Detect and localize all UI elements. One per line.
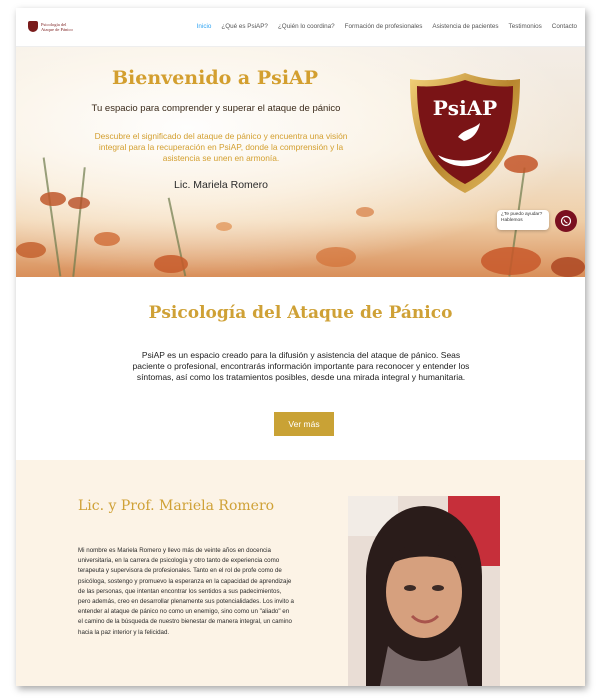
flower-stem bbox=[43, 157, 61, 276]
bio-section bbox=[16, 460, 585, 686]
ver-mas-button[interactable]: Ver más bbox=[274, 412, 334, 436]
flower-decoration bbox=[16, 242, 46, 258]
nav-item-asistencia[interactable]: Asistencia de pacientes bbox=[432, 23, 499, 30]
flower-decoration bbox=[356, 207, 374, 217]
hero-description: Descubre el significado del ataque de pánico y encuentra una visión integral para la recuperación en PsiAP, donde la comprensión y la asistencia se unen en armonía. bbox=[94, 131, 348, 163]
intro-section bbox=[16, 278, 585, 453]
flower-decoration bbox=[316, 247, 356, 267]
hero-title: Bienvenido a PsiAP bbox=[112, 67, 319, 89]
profile-photo bbox=[348, 496, 500, 686]
whatsapp-icon bbox=[560, 215, 572, 227]
flower-decoration bbox=[94, 232, 120, 246]
logo-shield-icon bbox=[28, 21, 38, 32]
chat-line-2: Hablemos bbox=[501, 218, 523, 223]
flower-decoration bbox=[481, 247, 541, 275]
chat-line-1: ¿Te puedo ayudar? bbox=[501, 212, 543, 217]
main-nav bbox=[197, 23, 577, 30]
hero-author: Lic. Mariela Romero bbox=[174, 179, 268, 191]
logo-text: Psicología del Ataque de Pánico bbox=[41, 21, 73, 32]
nav-item-testimonios[interactable]: Testimonios bbox=[508, 23, 542, 30]
site-header bbox=[16, 8, 585, 47]
nav-item-inicio[interactable]: Inicio bbox=[196, 23, 212, 30]
nav-item-que-es[interactable]: ¿Qué es PsiAP? bbox=[221, 23, 268, 30]
nav-item-formacion[interactable]: Formación de profesionales bbox=[344, 23, 423, 30]
hero-subtitle: Tu espacio para comprender y superar el ataque de pánico bbox=[91, 103, 341, 114]
intro-text: PsiAP es un espacio creado para la difusión y asistencia del ataque de pánico. Seas paciente o profesional, encontrarás información importante para reconocer y entender los síntomas, así como los tratamientos posibles, desde una mirada integral y humanitaria. bbox=[132, 350, 470, 382]
bio-title: Lic. y Prof. Mariela Romero bbox=[78, 498, 275, 514]
flower-decoration bbox=[216, 222, 232, 231]
bio-text: Mi nombre es Mariela Romero y llevo más de veinte años en docencia universitaria, en la carrera de psicología y otro tanto de experiencia como terapeuta y supervisora de profesionales. Tanto en el rol de profe como de psicóloga, sostengo y promuevo la esperanza en la capacidad de aprendizaje de las personas, que intentan encontrar los sentidos a sus padecimientos, pero además, creo en desarrollar plenamente sus potencialidades. Los invito a entender al ataque de pánico no como un enemigo, sino como un "aliado" en el camino de la búsqueda de nuestro bienestar de manera integral, un camino hacia la paz interior y la felicidad. bbox=[78, 547, 295, 636]
nav-item-quien-coordina[interactable]: ¿Quién lo coordina? bbox=[277, 23, 335, 30]
flower-decoration bbox=[68, 197, 90, 209]
browser-page bbox=[16, 8, 585, 686]
site-logo[interactable] bbox=[28, 21, 73, 32]
flower-decoration bbox=[551, 257, 585, 277]
shield-text: PsiAP bbox=[432, 96, 498, 120]
intro-title: Psicología del Ataque de Pánico bbox=[148, 303, 453, 323]
hero-banner bbox=[16, 47, 585, 277]
chat-prompt[interactable] bbox=[497, 210, 549, 230]
flower-decoration bbox=[40, 192, 66, 206]
whatsapp-chat-button[interactable] bbox=[555, 210, 577, 232]
psiap-shield-logo bbox=[408, 71, 522, 195]
nav-item-contacto[interactable]: Contacto bbox=[551, 23, 577, 30]
flower-decoration bbox=[154, 255, 188, 273]
